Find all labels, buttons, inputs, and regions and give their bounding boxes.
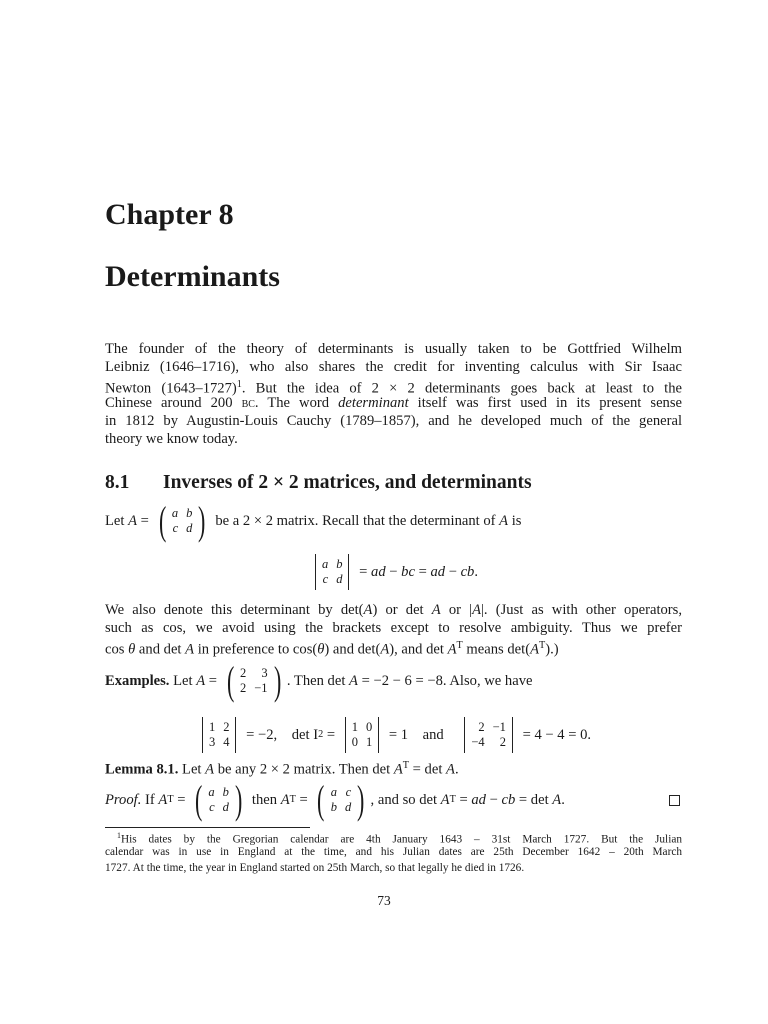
text-segment: then bbox=[248, 792, 281, 808]
text-segment: . bbox=[561, 792, 565, 808]
matrix-entry: c bbox=[322, 572, 329, 586]
matrix bbox=[312, 554, 353, 590]
text-segment: θ bbox=[128, 641, 136, 658]
matrix-entry: 3 bbox=[261, 666, 268, 680]
text-segment: A bbox=[530, 641, 539, 658]
matrix-entry: 0 bbox=[351, 735, 358, 749]
notation-line bbox=[105, 637, 682, 659]
text-segment: If bbox=[141, 792, 159, 808]
matrix-entry: −1 bbox=[254, 681, 268, 695]
section-title: Inverses of 2 × 2 matrices, and determinants bbox=[163, 472, 532, 493]
text-segment: . Then det bbox=[286, 673, 350, 689]
text-segment: T bbox=[289, 794, 296, 805]
intro-line bbox=[105, 412, 682, 430]
text-segment: ) or det bbox=[372, 602, 432, 618]
text-segment: ) and det( bbox=[324, 641, 381, 658]
right-bar bbox=[512, 717, 513, 753]
matrix-entry: b bbox=[330, 800, 337, 814]
text-segment: A bbox=[552, 792, 562, 808]
matrix-entry: 2 bbox=[223, 720, 230, 734]
matrix-entry: c bbox=[345, 785, 352, 799]
chapter-title: Determinants bbox=[105, 260, 280, 293]
text-segment: ).) bbox=[545, 641, 559, 658]
text-segment: = −2 − 6 = −8. Also, we have bbox=[357, 673, 533, 689]
text-segment: 2 bbox=[318, 729, 324, 740]
text-segment: = 4 − 4 = 0. bbox=[518, 727, 592, 743]
text-segment: T bbox=[538, 640, 546, 651]
text-segment: = bbox=[295, 792, 312, 808]
matrix-entries bbox=[319, 557, 346, 587]
matrix bbox=[461, 717, 516, 753]
matrix-entry: 4 bbox=[223, 735, 230, 749]
text-segment: 1 bbox=[117, 831, 121, 840]
text-segment: T bbox=[167, 794, 174, 805]
text-segment: bc bbox=[241, 396, 255, 411]
matrix-entry: 2 bbox=[499, 735, 506, 749]
matrix-entry: 3 bbox=[208, 735, 216, 749]
text-segment: . But the idea of 2 × 2 determinants goes back at least to the bbox=[241, 380, 682, 397]
matrix-entries bbox=[206, 720, 233, 750]
matrix-entry: 1 bbox=[351, 720, 358, 734]
matrix-entry: 0 bbox=[365, 720, 373, 734]
text-segment: A bbox=[280, 792, 290, 808]
matrix-entry: 2 bbox=[240, 681, 247, 695]
text-segment: = bbox=[205, 673, 221, 689]
matrix-entry: a bbox=[321, 557, 329, 571]
matrix-entries bbox=[169, 506, 196, 536]
matrix-entry: a bbox=[208, 785, 215, 799]
left-bar bbox=[345, 717, 346, 753]
matrix-entry: d bbox=[344, 800, 352, 814]
matrix bbox=[192, 777, 245, 822]
text-segment: is bbox=[508, 513, 522, 529]
text-segment: be a 2 × 2 matrix. Recall that the determinant of bbox=[211, 513, 500, 529]
matrix-entry: 1 bbox=[365, 735, 373, 749]
text-segment: and det bbox=[135, 641, 186, 658]
text-segment: in preference to cos( bbox=[194, 641, 318, 658]
text-segment: means det( bbox=[462, 641, 531, 658]
right-bar bbox=[348, 554, 349, 590]
footnote-line bbox=[105, 860, 682, 876]
matrix-entry: −1 bbox=[492, 720, 506, 734]
text-segment: ), and det bbox=[389, 641, 448, 658]
text-segment: . The word bbox=[254, 395, 339, 411]
notation-line bbox=[105, 619, 682, 637]
matrix-entry: c bbox=[172, 521, 179, 535]
text-segment: = det bbox=[515, 792, 553, 808]
text-segment: His dates by the Gregorian calendar are 4th January 1643 – 31st March 1727. But the Julian bbox=[120, 833, 682, 846]
text-segment: = bbox=[414, 564, 431, 580]
qed-box-icon bbox=[669, 795, 680, 806]
text-segment: Lemma 8.1. bbox=[105, 761, 179, 778]
text-segment: T bbox=[402, 760, 410, 771]
text-segment: cb bbox=[501, 792, 516, 808]
left-paren: ( bbox=[195, 777, 203, 822]
text-segment: or | bbox=[440, 602, 473, 618]
text-segment: A bbox=[447, 641, 457, 658]
matrix-entry: 1 bbox=[208, 720, 216, 734]
matrix-entries bbox=[237, 666, 271, 696]
text-segment: A bbox=[472, 602, 482, 618]
proof-line bbox=[105, 777, 682, 822]
chapter-label: Chapter 8 bbox=[105, 198, 234, 231]
text-segment: calendar was in use in England at the time, and his Julian dates are 25th December 1642 – 20th March bbox=[105, 846, 682, 858]
text-segment: = 1 and bbox=[385, 727, 459, 743]
left-bar bbox=[202, 717, 203, 753]
text-segment: A bbox=[431, 602, 441, 618]
matrix-entries bbox=[468, 720, 509, 750]
text-segment: = bbox=[455, 792, 472, 808]
matrix-entries bbox=[349, 720, 376, 750]
section-number: 8.1 bbox=[105, 472, 130, 493]
text-segment: cb bbox=[460, 564, 475, 580]
intro-line bbox=[105, 340, 682, 358]
intro-line bbox=[105, 358, 682, 376]
page-number: 73 bbox=[377, 893, 391, 908]
text-segment: T bbox=[449, 794, 456, 805]
matrix bbox=[199, 717, 240, 753]
text-segment: 1 bbox=[236, 379, 242, 390]
text-segment: . bbox=[454, 761, 459, 778]
text-segment: be any 2 × 2 matrix. Then det bbox=[214, 761, 394, 778]
lemma-statement bbox=[105, 757, 682, 779]
text-segment: Let bbox=[105, 513, 129, 529]
text-segment: − bbox=[445, 564, 461, 580]
text-segment: Let bbox=[169, 673, 197, 689]
matrix-entry: 2 bbox=[240, 666, 247, 680]
matrix-entry: c bbox=[209, 800, 215, 814]
text-segment: in 1812 by Augustin-Louis Cauchy (1789–1857), and he developed much of the general bbox=[105, 413, 682, 429]
text-segment: = bbox=[173, 792, 190, 808]
right-paren: ) bbox=[234, 777, 243, 822]
text-segment: , and so det bbox=[370, 792, 441, 808]
text-segment: ad bbox=[371, 564, 386, 580]
text-segment: itself was first used in its present sense bbox=[408, 395, 682, 411]
matrix-entry: d bbox=[336, 572, 343, 586]
intro-line bbox=[105, 430, 682, 448]
text-segment: A bbox=[349, 673, 358, 689]
text-segment: A bbox=[380, 641, 390, 658]
text-segment: − bbox=[385, 564, 402, 580]
text-segment: A bbox=[393, 761, 403, 778]
text-segment: A bbox=[363, 602, 373, 618]
matrix-entry: b bbox=[336, 557, 343, 571]
text-segment: We also denote this determinant by det( bbox=[105, 602, 364, 618]
text-segment: A bbox=[185, 641, 195, 658]
notation-line bbox=[105, 601, 682, 619]
right-paren: ) bbox=[198, 498, 206, 543]
matrix-entry: 2 bbox=[478, 720, 485, 734]
text-segment: |. (Just as with other operators, bbox=[481, 602, 682, 618]
section-heading bbox=[105, 472, 532, 494]
right-bar bbox=[378, 717, 379, 753]
determinant-formula bbox=[105, 554, 682, 590]
text-segment: = bbox=[355, 564, 372, 580]
matrix-entry: d bbox=[222, 800, 229, 814]
text-segment: A bbox=[205, 761, 215, 778]
matrix-entry: b bbox=[222, 785, 229, 799]
matrix-entry: −4 bbox=[471, 735, 485, 749]
text-segment: A bbox=[158, 792, 168, 808]
left-paren: ( bbox=[226, 658, 235, 703]
text-segment: = det bbox=[409, 761, 447, 778]
text-segment: Leibniz (1646–1716), who also shares the credit for inventing calculus with Sir Isaac bbox=[105, 359, 682, 375]
text-segment: A bbox=[446, 761, 455, 778]
text-segment: 1727. At the time, the year in England started on 25th March, so that legally he died in 1726. bbox=[105, 862, 525, 874]
text-segment: = bbox=[137, 513, 153, 529]
left-paren: ( bbox=[317, 777, 325, 822]
right-bar bbox=[235, 717, 236, 753]
text-segment: A bbox=[440, 792, 450, 808]
text-segment: . bbox=[474, 564, 479, 580]
text-segment: A bbox=[128, 513, 138, 529]
matrix-entry: d bbox=[186, 521, 193, 535]
text-segment: Chinese around 200 bbox=[105, 395, 242, 411]
footnote-line bbox=[105, 844, 682, 860]
matrix bbox=[156, 498, 209, 543]
text-segment: bc bbox=[401, 564, 415, 580]
text-segment: Examples. bbox=[105, 673, 170, 689]
text-segment: T bbox=[456, 640, 463, 651]
text-segment: = −2, det I bbox=[242, 727, 319, 743]
matrix-entries bbox=[205, 785, 232, 815]
text-segment: ad bbox=[430, 564, 446, 580]
text-segment: ad bbox=[471, 792, 486, 808]
text-segment: A bbox=[196, 673, 206, 689]
left-paren: ( bbox=[158, 498, 166, 543]
examples-line bbox=[105, 658, 682, 703]
matrix-entries bbox=[328, 785, 355, 815]
text-segment: − bbox=[485, 792, 502, 808]
text-segment: Proof. bbox=[105, 792, 142, 808]
text-segment: cos bbox=[105, 641, 129, 658]
text-segment: The founder of the theory of determinants is usually taken to be Gottfried Wilhelm bbox=[105, 341, 682, 357]
text-segment: A bbox=[499, 513, 509, 529]
right-paren: ) bbox=[357, 777, 365, 822]
text-segment: Let bbox=[178, 761, 206, 778]
matrix-entry: a bbox=[171, 506, 179, 520]
matrix-entry: a bbox=[330, 785, 337, 799]
right-paren: ) bbox=[273, 658, 281, 703]
intro-line bbox=[105, 394, 682, 413]
matrix bbox=[224, 658, 284, 703]
text-segment: Newton (1643–1727) bbox=[105, 380, 237, 397]
text-segment: theory we know today. bbox=[105, 431, 238, 447]
left-bar bbox=[464, 717, 465, 753]
text-segment: determinant bbox=[338, 395, 409, 411]
matrix-entry: b bbox=[186, 506, 193, 520]
examples-display bbox=[105, 717, 682, 753]
matrix bbox=[342, 717, 383, 753]
matrix bbox=[314, 777, 367, 822]
definition-line bbox=[105, 498, 682, 543]
left-bar bbox=[315, 554, 316, 590]
text-segment: such as cos, we avoid using the brackets except to resolve ambiguity. Thus we prefer bbox=[105, 620, 682, 636]
text-segment: θ bbox=[317, 641, 325, 658]
text-segment: = bbox=[323, 727, 339, 743]
